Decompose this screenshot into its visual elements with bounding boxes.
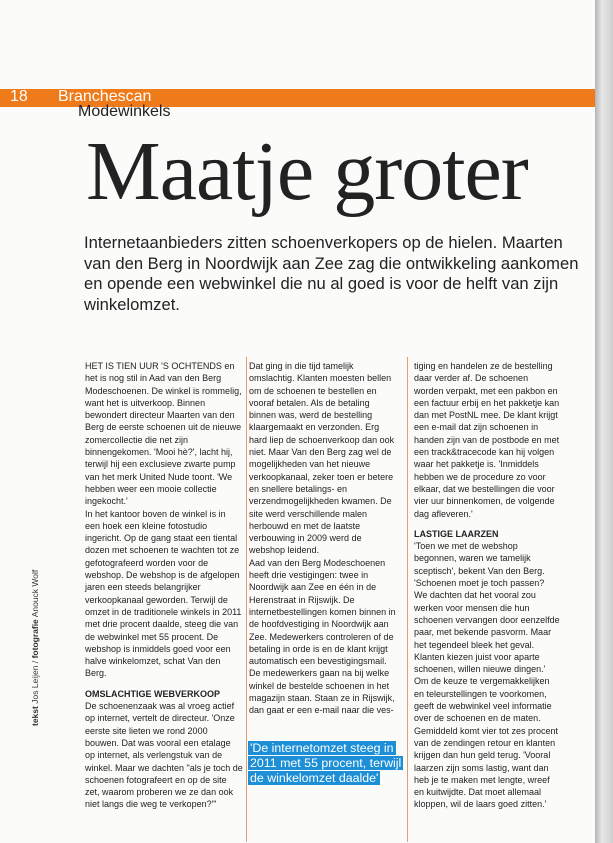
- body-paragraph: 'Toen we met de webshop begonnen, waren we tamelijk sceptisch', bekent Van den Berg. 'Schoenen moet je toch passen? We dachten dat het vooral zou werken voor mensen die hun schoenen vervangen door eenzelfde paar, met bekende pasvorm. Maar het tegendeel bleek het geval. Klanten kiezen juist voor aparte schoenen, willen nieuwe dingen.': [414, 541, 560, 675]
- credit-label: fotografie: [30, 619, 40, 659]
- credit-name: Anouck Wolf: [30, 569, 40, 618]
- body-paragraph: HET IS TIEN UUR 'S OCHTENDS en het is nog stil in Aad van den Berg Modeschoenen. De winkel is rommelig, want het is uitverkoop. Binnen bewondert directeur Maarten van den Berg de eerste schoenen uit de nieuwe zomercollectie die net zijn binnengekomen. 'Mooi hè?', lacht hij, terwijl hij een exclusieve zwarte pump van het merk United Nude toont. 'We hebben weer een mooie collectie ingekocht.': [85, 361, 242, 507]
- pull-quote: [248, 741, 404, 787]
- subheading: OMSLACHTIGE WEBVERKOOP: [85, 688, 221, 699]
- subheading: LASTIGE LAARZEN: [414, 528, 499, 539]
- column-divider: [246, 357, 247, 842]
- credit-name: Jos Leijen: [30, 665, 40, 704]
- section-title: Branchescan: [58, 88, 152, 105]
- category-label: Modewinkels: [78, 103, 171, 120]
- article-column-1: [85, 360, 243, 811]
- lead-paragraph: Internetaanbieders zitten schoenverkopers op de hielen. Maarten van den Berg in Noordwijk aan Zee zag die ontwikkeling aankomen en opende een webwinkel die nu al goed is voor de helft van zijn winkelomzet.: [84, 233, 579, 314]
- body-paragraph: De schoenenzaak was al vroeg actief op internet, vertelt de directeur. 'Onze eerste site lieten we rond 2000 bouwen. Dat was vooral een etalage op internet, als verlengstuk van de winkel. Maar we dachten "als je toch de schoenen fotografeert en op de site zet, waarom proberen we ze dan ook niet langs die weg te verkopen?"': [85, 701, 243, 810]
- body-paragraph: Aad van den Berg Modeschoenen heeft drie vestigingen: twee in Noordwijk aan Zee en één in de Herenstraat in Rijswijk. De internetbestellingen komen binnen in de hoofdvestiging in Noordwijk aan Zee. Medewerkers controleren of de betaling in orde is en de klant krijgt automatisch een bevestigingsmail. De medewerkers gaan na bij welke winkel de bestelde schoenen in het magazijn staan. Staan ze in Rijswijk, dan gaat er een e-mail naar die ves-: [249, 557, 396, 716]
- pull-quote-text: 'De internetomzet steeg in 2011 met 55 procent, terwijl de winkelomzet daalde': [250, 741, 402, 786]
- article-column-2: [249, 360, 399, 717]
- headline: Maatje groter: [86, 125, 528, 218]
- page-number: 18: [10, 88, 28, 105]
- credit-label: tekst: [30, 706, 40, 726]
- body-paragraph: In het kantoor boven de winkel is in een hoek een kleine fotostudio ingericht. Op de gang staat een tiental dozen met schoenen te wachten tot ze gefotografeerd worden voor de webshop. De webshop is de afgelopen jaren een steeds belangrijker verkoopkanaal geworden. Terwijl de omzet in de traditionele winkels in 2011 met drie procent daalde, steeg die van de webwinkel met 55 procent. De webshop is inmiddels goed voor een halve winkelomzet, schat Van den Berg.: [85, 508, 242, 679]
- article-column-3: [414, 360, 560, 811]
- facing-page-edge: [595, 0, 613, 843]
- body-paragraph: Dat ging in die tijd tamelijk omslachtig. Klanten moesten bellen om de schoenen te bestellen en vooraf betalen. Als de betaling binnen was, werd de bestelling klaargemaakt en verzonden. Erg hard liep de schoenverkoop dan ook niet. Maar Van den Berg zag wel de mogelijkheden van het nieuwe verkoopkanaal, zeker toen er betere en snellere betalings- en verzendmogelijkheden kwamen. De site werd verschillende malen herbouwd en met de laatste verbouwing in 2009 werd de webshop leidend.: [249, 361, 395, 556]
- body-paragraph: Om de keuze te vergemakkelijken en teleurstellingen te voorkomen, geeft de webwinkel veel informatie over de schoenen en de maten. Gemiddeld komt vier tot zes procent van de zendingen retour en klanten krijgen dan hun geld terug. 'Vooral laarzen zijn soms lastig, want dan heb je te maken met lengte, wreef en kuitwijdte. Dat moet allemaal kloppen, wil de laars goed zitten.': [414, 676, 559, 810]
- column-divider: [407, 357, 408, 842]
- body-paragraph: tiging en handelen ze de bestelling daar verder af. De schoenen worden verpakt, met een pakbon en een factuur erbij en het pakketje kan dan met PostNL mee. De klant krijgt een e-mail dat zijn schoenen in handen zijn van de postbode en met een track&tracecode kan hij volgen waar het pakketje is. 'Inmiddels hebben we de procedure zo voor elkaar, dat we bestellingen die voor vier uur binnenkomen, de volgende dag afleveren.': [414, 361, 560, 519]
- photo-credit: tekst Jos Leijen / fotografie Anouck Wolf: [30, 569, 40, 726]
